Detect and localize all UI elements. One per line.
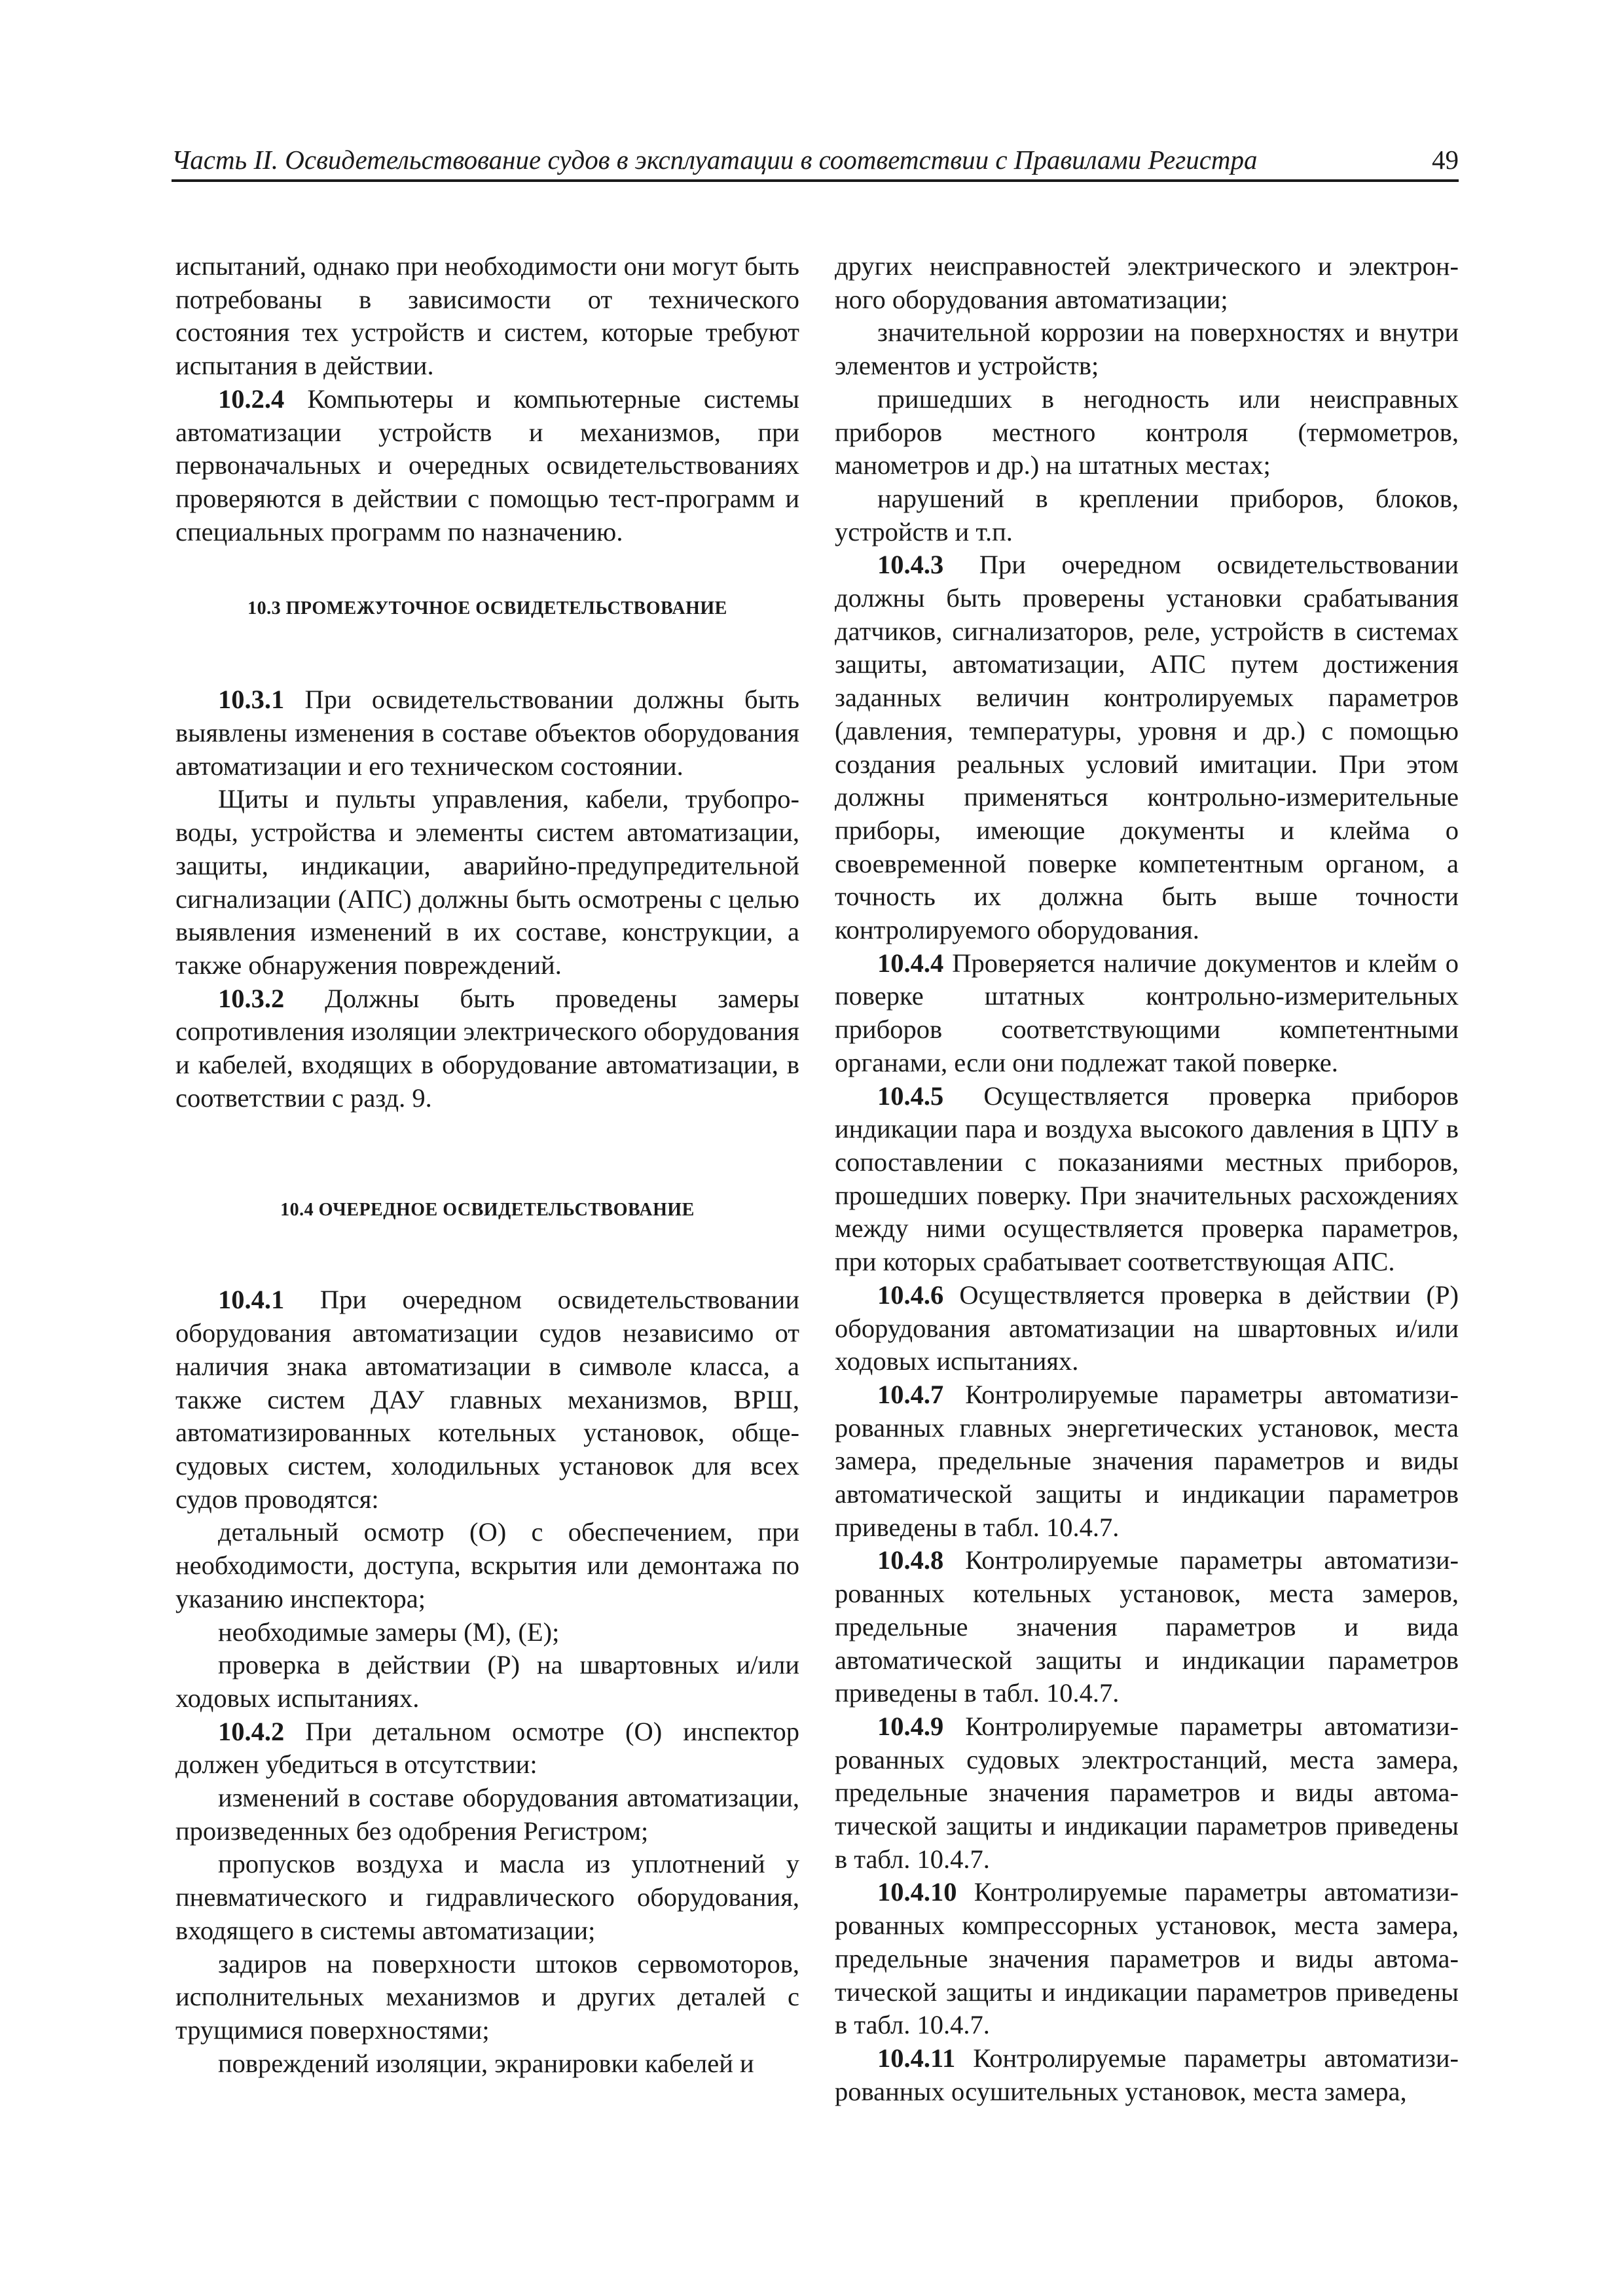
list-item: проверка в действии (Р) на швартовных и/или ходовых испытаниях. xyxy=(175,1650,799,1713)
list-item: нарушений в креплении приборов, блоков, устройств и т.п. xyxy=(835,483,1459,547)
clause-text: Контролируемые параметры автоматизированных судовых электростанций, места замера, предельные значения параметров и виды автоматической защиты и индикации параметров приведены в табл. 10.4.7. xyxy=(835,1711,1459,1874)
clause-number: 10.3.1 xyxy=(218,685,285,715)
clause-number: 10.4.8 xyxy=(877,1545,944,1575)
clause-text: Осуществляется проверка приборов индикации пара и воздуха высокого давления в ЦПУ в сопоставлении с показаниями местных приборов, прошедших поверку. При значительных расхождениях между ними осуществляется проверка параметров, при которых срабатывает соответствующая АПС. xyxy=(835,1081,1459,1277)
clause-number: 10.4.5 xyxy=(877,1081,944,1111)
clause-number: 10.3.2 xyxy=(218,983,285,1013)
paragraph-10-4-6 xyxy=(835,1279,1459,1378)
paragraph-10-4-2 xyxy=(175,1715,799,1782)
clause-number: 10.4.10 xyxy=(877,1877,957,1907)
clause-text: При освидетельствовании должны быть выявлены изменения в составе объектов оборудования автоматизации и его техническом состоянии. xyxy=(175,685,799,781)
list-item: других неисправностей электрического и электронного оборудования автоматизации; xyxy=(835,251,1459,314)
section-heading-10-3: 10.3 ПРОМЕЖУТОЧНОЕ ОСВИДЕТЕЛЬСТВОВАНИЕ xyxy=(247,598,727,619)
clause-number: 10.4.4 xyxy=(877,948,944,978)
clause-text: При очередном освидетельствовании должны быть проверены установки срабатывания датчиков, сигнализаторов, реле, устройств в системах защиты, автоматизации, АПС путем достижения заданных величин контролируемых параметров (давления, температуры, уровня и др.) с помощью создания реальных условий имитации. При этом должны применяться контрольно-измерительные приборы, имеющие документы и клейма о своевременной поверке компетентным органом, а точность их должна быть выше точности контролируемого оборудования. xyxy=(835,550,1459,945)
list-item: необходимые замеры (М), (Е); xyxy=(218,1617,560,1647)
clause-text: При очередном освидетельствовании оборудования автоматизации судов независимо от наличия знака автоматизации в символе класса, а также систем ДАУ главных механизмов, ВРШ, автоматизированных котельных установок, общесудовых систем, холодильных установок для всех судов проводятся: xyxy=(175,1285,799,1514)
clause-text: Должны быть проведены замеры сопротивления изоляции электрического оборудования и кабелей, входящих в оборудование автоматизации, в соответствии с разд. 9. xyxy=(175,983,799,1113)
paragraph-10-3-2 xyxy=(175,982,799,1115)
list-item: изменений в составе оборудования автоматизации, произведенных без одобрения Регистром; xyxy=(175,1783,799,1846)
paragraph-10-4-3 xyxy=(835,548,1459,946)
list-item: значительной коррозии на поверхностях и внутри элементов и устройств; xyxy=(835,317,1459,381)
running-header-title: Часть II. Освидетельствование судов в эксплуатации в соответствии с Правилами Регистра xyxy=(172,145,1258,175)
list-item: детальный осмотр (О) с обеспечением, при необходимости, доступа, вскрытия или демонтажа по указанию инспектора; xyxy=(175,1517,799,1613)
clause-number: 10.4.6 xyxy=(877,1280,944,1310)
paragraph: Щиты и пульты управления, кабели, трубопроводы, устройства и элементы систем автоматизации, защиты, индикации, аварийно-предупредительной сигнализации (АПС) должны быть осмотрены с целью выявления изменений в их составе, конструкции, а также обнаружения повреждений. xyxy=(175,784,799,980)
clause-number: 10.4.7 xyxy=(877,1379,944,1409)
list-item: пришедших в негодность или неисправных приборов местного контроля (термометров, манометров и др.) на штатных местах; xyxy=(835,384,1459,480)
clause-number: 10.2.4 xyxy=(218,384,285,414)
clause-text: Контролируемые параметры автоматизированных котельных установок, места замеров, предельные значения параметров и вида автоматической защиты и индикации параметров приведены в табл. 10.4.7. xyxy=(835,1545,1459,1708)
left-column xyxy=(175,250,799,2080)
clause-text: Контролируемые параметры автоматизированных главных энергетических установок, места замера, предельные значения параметров и виды автоматической защиты и индикации параметров приведены в табл. 10.4.7. xyxy=(835,1379,1459,1542)
clause-text: Контролируемые параметры автоматизированных осушительных установок, места замера, xyxy=(835,2043,1459,2106)
clause-number: 10.4.3 xyxy=(877,550,944,580)
list-item: повреждений изоляции, экранировки кабелей и xyxy=(218,2048,754,2078)
clause-text: Осуществляется проверка в действии (Р) оборудования автоматизации на швартовных и/или ходовых испытаниях. xyxy=(835,1280,1459,1376)
paragraph: испытаний, однако при необходимости они могут быть потребованы в зависимости от технического состояния тех устройств и систем, которые требуют испытания в действии. xyxy=(175,251,799,381)
right-column xyxy=(835,250,1459,2108)
paragraph-10-2-4 xyxy=(175,383,799,549)
paragraph-10-4-5 xyxy=(835,1080,1459,1279)
list-item: задиров на поверхности штоков сервомоторов, исполнительных механизмов и других деталей с трущимися поверхностями; xyxy=(175,1948,799,2045)
paragraph-10-3-1 xyxy=(175,683,799,783)
list-item: пропусков воздуха и масла из уплотнений у пневматического и гидравлического оборудования, входящего в системы автоматизации; xyxy=(175,1849,799,1945)
clause-text: Проверяется наличие документов и клейм о поверке штатных контрольно-измерительных приборов соответствующими компетентными органами, если они подлежат такой поверке. xyxy=(835,948,1459,1077)
paragraph-10-4-4 xyxy=(835,947,1459,1080)
paragraph-10-4-9 xyxy=(835,1710,1459,1876)
clause-text: Контролируемые параметры автоматизированных компрессорных установок, места замера, предельные значения параметров и виды автоматической защиты и индикации параметров приведены в табл. 10.4.7. xyxy=(835,1877,1459,2040)
paragraph-10-4-1 xyxy=(175,1283,799,1516)
page-number: 49 xyxy=(1432,145,1459,175)
paragraph-10-4-8 xyxy=(835,1544,1459,1710)
page-header xyxy=(172,139,1459,182)
paragraph-10-4-7 xyxy=(835,1378,1459,1545)
clause-number: 10.4.1 xyxy=(218,1285,285,1315)
clause-text: При детальном осмотре (О) инспектор должен убедиться в отсутствии: xyxy=(175,1716,799,1780)
paragraph-10-4-10 xyxy=(835,1876,1459,2042)
section-heading-10-4: 10.4 ОЧЕРЕДНОЕ ОСВИДЕТЕЛЬСТВОВАНИЕ xyxy=(280,1200,695,1221)
clause-text: Компьютеры и компьютерные системы автоматизации устройств и механизмов, при первоначальных и очередных освидетельствованиях проверяются в действии с помощью тест-программ и специальных программ по назначению. xyxy=(175,384,799,547)
paragraph-10-4-11 xyxy=(835,2042,1459,2108)
clause-number: 10.4.9 xyxy=(877,1711,944,1741)
clause-number: 10.4.11 xyxy=(877,2043,956,2073)
clause-number: 10.4.2 xyxy=(218,1716,285,1746)
